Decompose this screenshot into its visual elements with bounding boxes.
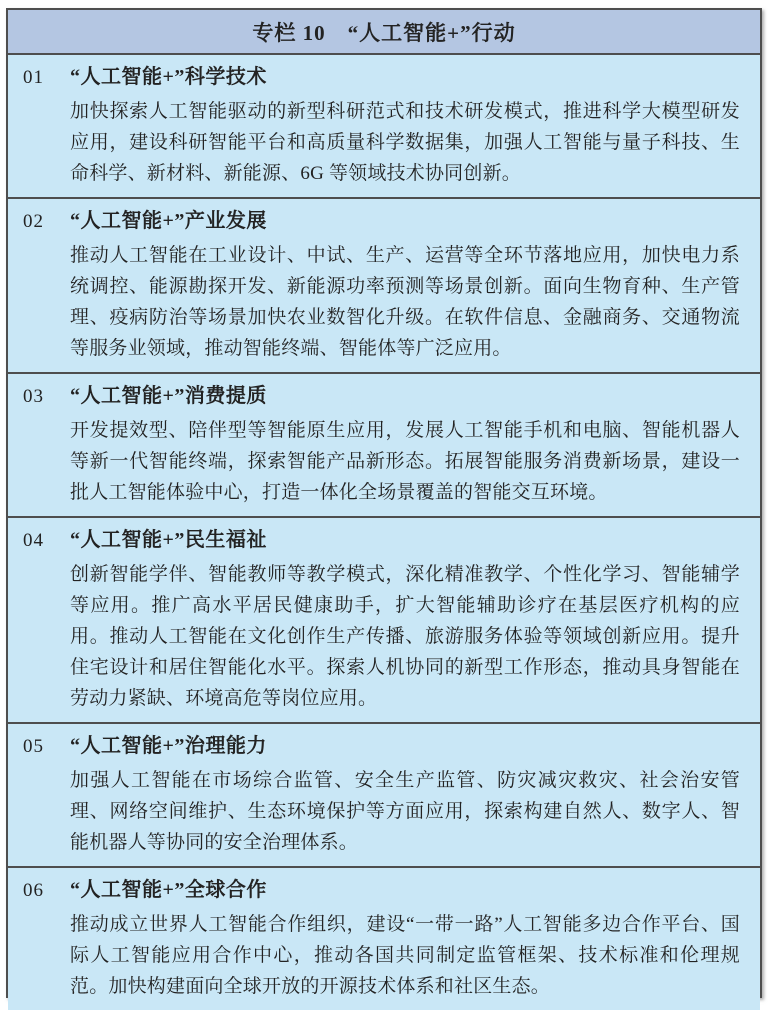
section-header	[23, 728, 740, 765]
box-title: 专栏 10 “人工智能+”行动	[8, 10, 760, 53]
column-box	[6, 8, 762, 998]
section-number: 05	[23, 736, 44, 757]
section-number: 02	[23, 211, 44, 232]
section-header	[23, 203, 740, 240]
section-header	[23, 522, 740, 559]
section-heading: “人工智能+”治理能力	[70, 735, 267, 757]
section-ai-industry	[8, 197, 760, 372]
section-heading: “人工智能+”消费提质	[70, 385, 267, 407]
section-header	[23, 872, 740, 909]
section-heading: “人工智能+”全球合作	[70, 879, 267, 901]
section-body-text: 加快探索人工智能驱动的新型科研范式和技术研发模式，推进科学大模型研发应用，建设科研智能平台和高质量科学数据集，加强人工智能与量子科技、生命科学、新材料、新能源、6G 等领域技术协同创新。	[70, 101, 740, 184]
section-number: 04	[23, 530, 44, 551]
section-header	[23, 59, 740, 96]
section-heading: “人工智能+”科学技术	[70, 66, 267, 88]
section-body-text: 开发提效型、陪伴型等智能原生应用，发展人工智能手机和电脑、智能机器人等新一代智能终端，探索智能产品新形态。拓展智能服务消费新场景，建设一批人工智能体验中心，打造一体化全场景覆盖的智能交互环境。	[70, 420, 740, 503]
section-number: 03	[23, 386, 44, 407]
section-ai-governance	[8, 722, 760, 866]
section-number: 01	[23, 67, 44, 88]
section-body-text: 加强人工智能在市场综合监管、安全生产监管、防灾减灾救灾、社会治安管理、网络空间维护、生态环境保护等方面应用，探索构建自然人、数字人、智能机器人等协同的安全治理体系。	[70, 770, 740, 853]
section-number: 06	[23, 880, 44, 901]
section-ai-global-cooperation	[8, 866, 760, 1010]
section-body-text: 推动成立世界人工智能合作组织，建设“一带一路”人工智能多边合作平台、国际人工智能应用合作中心，推动各国共同制定监管框架、技术标准和伦理规范。加快构建面向全球开放的开源技术体系和社区生态。	[70, 914, 740, 997]
section-body-text: 推动人工智能在工业设计、中试、生产、运营等全环节落地应用，加快电力系统调控、能源勘探开发、新能源功率预测等场景创新。面向生物育种、生产管理、疫病防治等场景加快农业数智化升级。在软件信息、金融商务、交通物流等服务业领域，推动智能终端、智能体等广泛应用。	[70, 245, 740, 359]
section-heading: “人工智能+”产业发展	[70, 210, 267, 232]
section-ai-science	[8, 53, 760, 197]
section-ai-livelihood	[8, 516, 760, 722]
section-ai-consumption	[8, 372, 760, 516]
section-header	[23, 378, 740, 415]
section-heading: “人工智能+”民生福祉	[70, 529, 267, 551]
section-body-text: 创新智能学伴、智能教师等教学模式，深化精准教学、个性化学习、智能辅学等应用。推广高水平居民健康助手，扩大智能辅助诊疗在基层医疗机构的应用。推动人工智能在文化创作生产传播、旅游服务体验等领域创新应用。提升住宅设计和居住智能化水平。探索人机协同的新型工作形态，推动具身智能在劳动力紧缺、环境高危等岗位应用。	[70, 564, 740, 709]
